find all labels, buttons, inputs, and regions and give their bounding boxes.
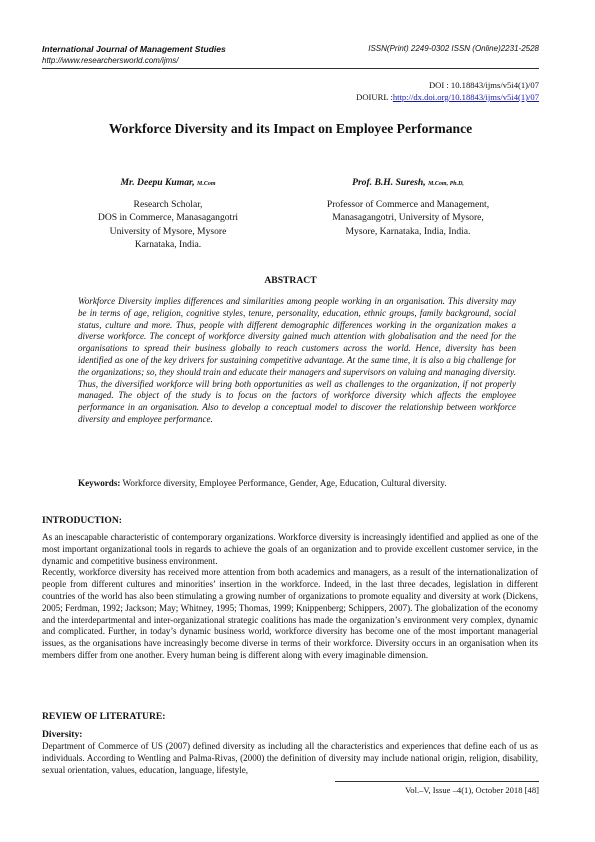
author-2-name-line <box>288 176 528 192</box>
keywords <box>78 477 516 489</box>
doi-url-line <box>356 91 539 103</box>
author-2-degree: M.Com, Ph.D, <box>428 181 464 187</box>
keywords-label: Keywords: <box>78 478 121 488</box>
review-heading: REVIEW OF LITERATURE: <box>42 711 166 722</box>
header-rule <box>42 68 539 69</box>
author-2-affiliation: Mysore, Karnataka, India, India. <box>345 225 471 237</box>
footer-rule <box>335 781 539 782</box>
paper-title: Workforce Diversity and its Impact on Employee Performance <box>108 121 473 136</box>
author-1-name-line <box>48 176 288 192</box>
doi-block <box>356 79 539 103</box>
journal-name: International Journal of Management Studies <box>42 44 226 54</box>
author-1 <box>48 176 288 252</box>
paragraph: Recently, workforce diversity has received more attention from both academics and managers, as a result of the internationalization of people from different cultures and minorities’ insertion in the workforce. Indeed, in the last three decades, legislation in different countries of the world has also been stimulating a growing number of organizations to promote equality and diversity at work (Dickens, 2005; Ferdman, 1992; Jackson; May; Whitney, 1995; Thomas, 1999; Knippenberg; Schippers, 2007). The globalization of the economy and the interdepartmental and inter-organizational strategic coalitions has made the organization’s environment very complex, dynamic and complicated. Further, in today’s dynamic business world, workforce diversity has become one of the most important managerial issues, as the organisations have increasingly become diverse in terms of their workforce. Diversity occurs in an organisation when its members differ from one another. Every human being is different along with every imaginable dimension. <box>42 567 538 660</box>
keywords-body <box>78 477 516 489</box>
doi-link[interactable]: http://dx.doi.org/10.18843/ijms/v5i4(1)/07 <box>392 92 539 102</box>
author-1-degree: M.Com <box>197 181 216 187</box>
review-body: Department of Commerce of US (2007) defined diversity as including all the characteristics and experiences that define each of us as individuals. According to Wentling and Palma-Rivas, (2000) the definition of diversity may include national origin, religion, disability, sexual orientation, values, education, language, lifestyle, <box>42 741 538 775</box>
author-1-affiliation: Research Scholar, <box>133 198 203 210</box>
issn: ISSN(Print) 2249-0302 ISSN (Online)2231-2528 <box>368 44 539 53</box>
author-1-affiliation: Karnataka, India. <box>134 239 202 251</box>
page-footer: Vol.–V, Issue –4(1), October 2018 [48] <box>405 785 539 795</box>
author-1-affiliation: DOS in Commerce, Manasagangotri <box>97 212 239 224</box>
paragraph: As an inescapable characteristic of contemporary organizations. Workforce diversity is increasingly identified and applied as one of the most important organizational tools in regards to achieve the goals of an organization and to provide excellent customer service, in the dynamic and competitive business environment. <box>42 532 538 566</box>
doi-line: DOI : 10.18843/ijms/v5i4(1)/07 <box>428 80 539 90</box>
author-1-name: Mr. Deepu Kumar, <box>120 177 195 188</box>
author-2-affiliation: Professor of Commerce and Management, <box>326 198 490 210</box>
author-2-affiliation: Manasagangotri, University of Mysore, <box>332 212 484 224</box>
introduction-heading: INTRODUCTION: <box>42 515 122 526</box>
journal-url[interactable]: http://www.researchersworld.com/ijms/ <box>42 56 179 65</box>
introduction-body <box>42 532 538 662</box>
abstract-heading: ABSTRACT <box>264 275 317 286</box>
keywords-text: Workforce diversity, Employee Performance, Gender, Age, Education, Cultural diversity. <box>122 478 447 488</box>
doi-url-label: DOIURL : <box>356 92 393 102</box>
abstract-text: Workforce Diversity implies differences and similarities among people working in an organisation. This diversity may be in terms of age, religion, cognitive styles, tenure, personality, education, ethnic groups, family background, social status, culture and more. Thus, people with different demographic differences working in the organization makes a diverse workforce. The concept of workforce diversity gained much attention with globalisation and the need for the organisations to spread their business globally to reach customers across the world. Hence, diversity has been identified as one of the key drivers for sustaining competitive advantage. At the same time, it is also a big challenge for the organizations; so, they should train and educate their managers and supervisors on valuing and managing diversity. Thus, the diversified workforce will bring both opportunities as well as challenges to the organization, if not properly managed. The object of the study is to focus on the factors of workforce diversity which affects the employee performance in an organisation. Also to develop a conceptual model to discover the relationship between workforce diversity and employee performance. <box>78 296 516 424</box>
author-1-affiliation: University of Mysore, Mysore <box>109 225 227 237</box>
author-2 <box>288 176 528 238</box>
diversity-subheading: Diversity: <box>42 729 83 740</box>
author-2-name: Prof. B.H. Suresh, <box>352 177 426 188</box>
